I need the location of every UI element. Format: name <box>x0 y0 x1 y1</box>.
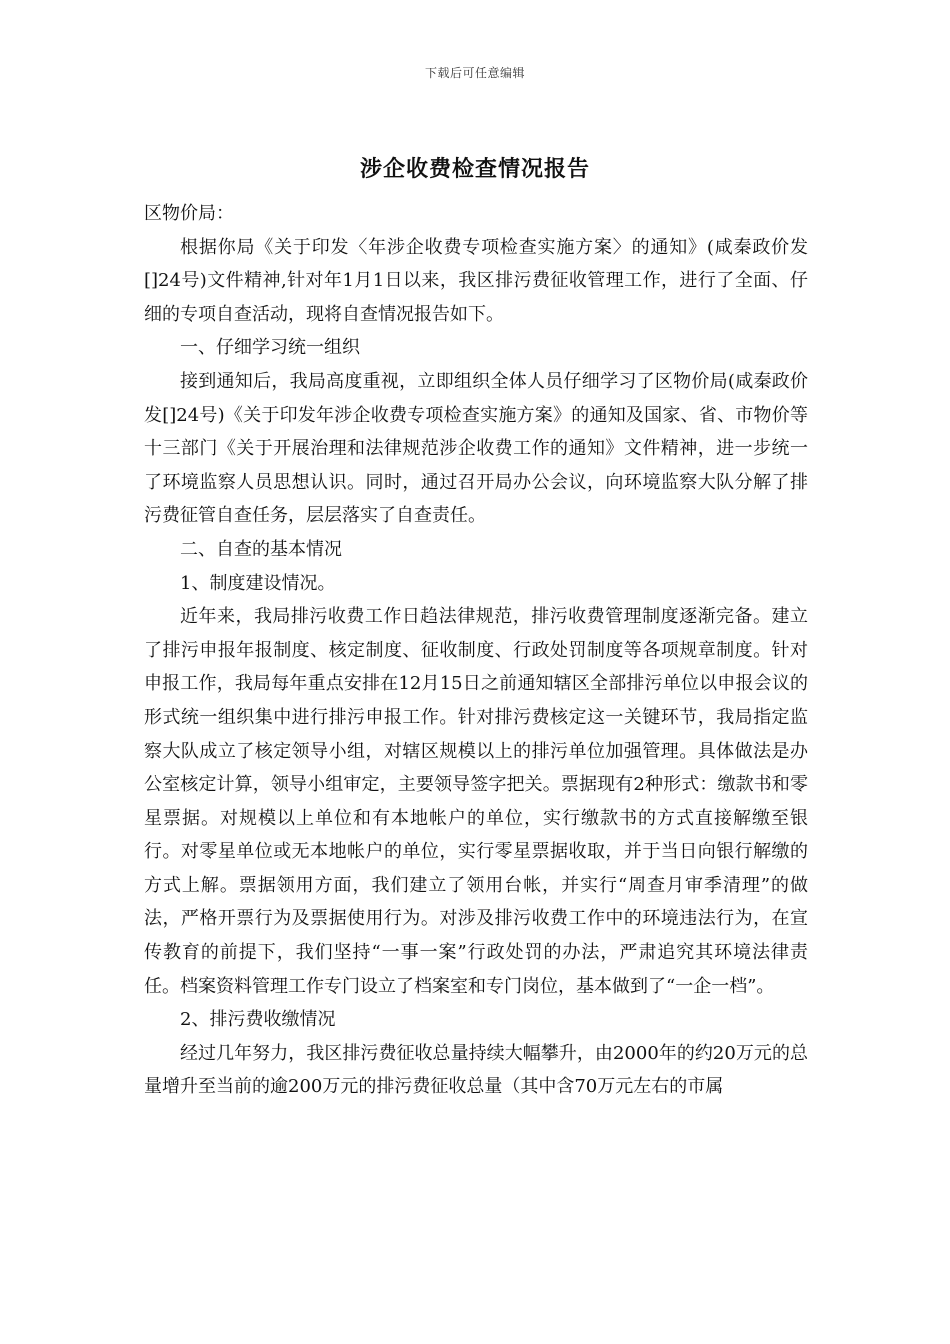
subsection-heading-2: 2、排污费收缴情况 <box>180 1009 336 1031</box>
paragraph-study: 接到通知后，我局高度重视，立即组织全体人员仔细学习了区物价局(咸秦政价发[]24号)《关于印发年涉企收费专项检查实施方案》的通知及国家、省、市物价等十三部门《关于开展治理和法律规范涉企收费工作的通知》文件精神，进一步统一了环境监察人员思想认识。同时，通过召开局办公会议，向环境监察大队分解了排污费征管自查任务，层层落实了自查责任。 <box>144 370 808 527</box>
header-note: 下载后可任意编辑 <box>424 66 525 80</box>
section-heading-2: 二、自查的基本情况 <box>180 538 342 560</box>
subsection-heading-1: 1、制度建设情况。 <box>180 572 336 594</box>
document-title: 涉企收费检查情况报告 <box>359 156 590 182</box>
paragraph-system: 近年来，我局排污收费工作日趋法律规范，排污收费管理制度逐渐完备。建立了排污申报年报制度、核定制度、征收制度、行政处罚制度等各项规章制度。针对申报工作，我局每年重点安排在12月15日之前通知辖区全部排污单位以申报会议的形式统一组织集中进行排污申报工作。针对排污费核定这一关键环节，我局指定监察大队成立了核定领导小组，对辖区规模以上的排污单位加强管理。具体做法是办公室核定计算，领导小组审定，主要领导签字把关。票据现有2种形式：缴款书和零星票据。对规模以上单位和有本地帐户的单位，实行缴款书的方式直接解缴至银行。对零星单位或无本地帐户的单位，实行零星票据收取，并于当日向银行解缴的方式上解。票据领用方面，我们建立了领用台帐，并实行“周查月审季清理”的做法，严格开票行为及票据使用行为。对涉及排污收费工作中的环境违法行为，在宣传教育的前提下，我们坚持“一事一案”行政处罚的办法，严肃追究其环境法律责任。档案资料管理工作专门设立了档案室和专门岗位，基本做到了“一企一档”。 <box>144 606 808 997</box>
document-body <box>144 197 808 1104</box>
paragraph-intro: 根据你局《关于印发〈年涉企收费专项检查实施方案〉的通知》(咸秦政价发[]24号)文件精神,针对年1月1日以来，我区排污费征收管理工作，进行了全面、仔细的专项自查活动，现将自查情况报告如下。 <box>144 236 808 325</box>
section-heading-1: 一、仔细学习统一组织 <box>180 337 360 359</box>
paragraph-collection: 经过几年努力，我区排污费征收总量持续大幅攀升，由2000年的约20万元的总量增升至当前的逾200万元的排污费征收总量（其中含70万元左右的市属 <box>144 1042 808 1098</box>
salutation: 区物价局： <box>144 203 234 224</box>
